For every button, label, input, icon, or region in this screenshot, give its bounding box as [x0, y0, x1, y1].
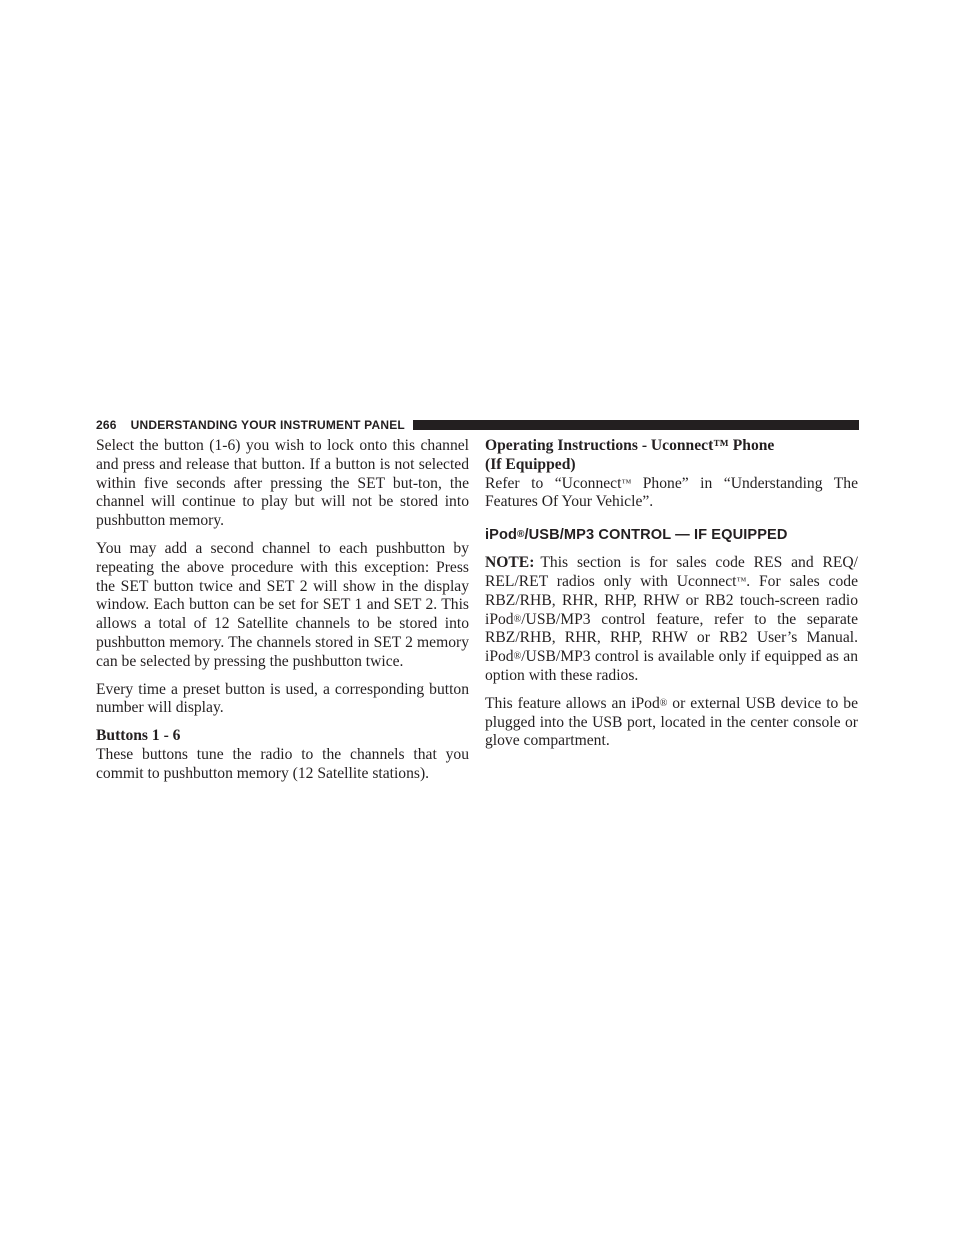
trademark-symbol: ™	[736, 575, 747, 587]
registered-symbol: ®	[517, 529, 525, 541]
note-text-4: /USB/MP3 control is available only if equipped as an option with these radios.	[485, 648, 858, 684]
header-rule	[413, 420, 859, 430]
paragraph-preset-button: Every time a preset button is used, a corresponding button number will display.	[96, 680, 469, 717]
feature-text-1: This feature allows an iPod	[485, 694, 660, 712]
registered-symbol: ®	[513, 613, 522, 625]
note-text-1: This section is for sales code RES and REQ/ REL/RET radios only with Uconnect	[485, 554, 858, 590]
page-number: 266	[96, 418, 117, 432]
paragraph-lock-channel: Select the button (1-6) you wish to lock onto this channel and press and release that button. If a button is not selected within five seconds after pressing the SET but-ton, the channel will continue to play but will not be stored into pushbutton memory.	[96, 437, 469, 530]
refer-text-1: Refer to “Uconnect	[485, 474, 622, 492]
note-text-3: /USB/MP3 control feature, refer to the separate RBZ/RHB, RHR, RHP, RHW or RB2 User’s Manual. iPod	[485, 610, 858, 666]
registered-symbol: ®	[513, 651, 522, 663]
registered-symbol: ®	[659, 697, 668, 709]
heading-operating-line2: (If Equipped)	[485, 455, 576, 473]
heading-ipod-text-2: /USB/MP3 CONTROL — IF EQUIPPED	[524, 527, 788, 544]
paragraph-refer-uconnect	[485, 475, 858, 513]
heading-operating-instructions	[485, 437, 858, 475]
heading-operating-line1: Operating Instructions - Uconnect™ Phone	[485, 437, 775, 454]
heading-buttons-1-6: Buttons 1 - 6	[96, 727, 181, 745]
heading-ipod-usb-mp3	[485, 526, 858, 544]
right-column	[485, 437, 858, 760]
paragraph-feature-usb	[485, 695, 858, 751]
page-header	[96, 416, 859, 434]
trademark-symbol: ™	[621, 477, 632, 489]
left-column	[96, 437, 469, 793]
paragraph-note	[485, 554, 858, 686]
feature-text-2: or external USB device to be plugged into the USB port, located in the center console or glove compartment.	[485, 694, 858, 750]
section-title: UNDERSTANDING YOUR INSTRUMENT PANEL	[130, 418, 405, 432]
heading-ipod-text-1: iPod	[485, 527, 518, 544]
refer-text-2: Phone” in “Understanding The Features Of Your Vehicle”.	[485, 474, 858, 511]
paragraph-buttons-tune: These buttons tune the radio to the channels that you commit to pushbutton memory (12 Satellite stations).	[96, 745, 469, 782]
note-text-2: . For sales code RBZ/RHB, RHR, RHP, RHW or RB2 touch-screen radio iPod	[485, 572, 858, 628]
note-label: NOTE:	[485, 554, 535, 572]
paragraph-second-channel: You may add a second channel to each pushbutton by repeating the above procedure with this exception: Press the SET button twice and SET 2 will show in the display window. Each button can be set for SET 1 and SET 2. This allows a total of 12 Satellite channels to be stored into pushbutton memory. The channels stored in SET 2 memory can be selected by pressing the pushbutton twice.	[96, 539, 469, 670]
